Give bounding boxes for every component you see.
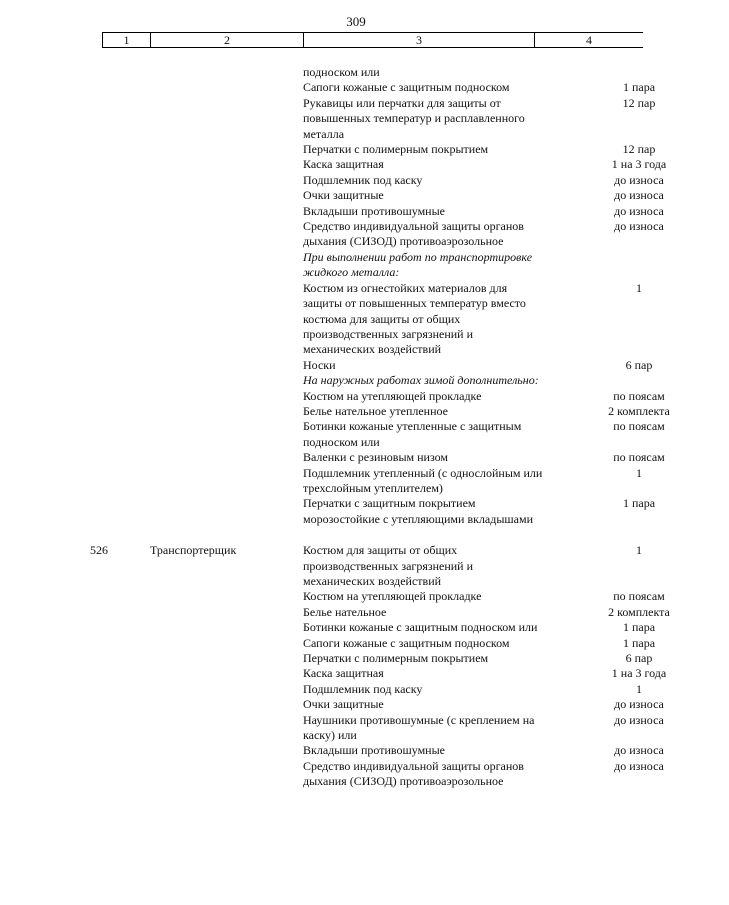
- ppe-item-name: Ботинки кожаные утепленные с защитным подноском или: [303, 419, 522, 449]
- ppe-item-name: Перчатки с полимерным покрытием: [303, 651, 489, 666]
- table-row: [0, 758, 664, 790]
- table-row: [0, 666, 667, 681]
- item-number: [0, 697, 112, 712]
- ppe-item-name: Костюм из огнестойких материалов для защиты от повышенных температур вместо костюма для защиты от общих производственных загрязнений и механических воздействий: [303, 280, 526, 357]
- profession-name: [112, 589, 303, 604]
- table-row: [0, 142, 656, 157]
- issue-norm: 1: [636, 465, 642, 480]
- ppe-item-name: Очки защитные: [303, 188, 384, 203]
- table-row: [0, 620, 656, 635]
- issue-norm: [543, 250, 729, 281]
- profession-name: [112, 219, 303, 250]
- ppe-item-name: Наушники противошумные (с креплением на каску) или: [303, 712, 535, 743]
- ppe-table-body: [0, 65, 670, 790]
- item-number: [0, 204, 112, 219]
- section-subheading: При выполнении работ по транспортировке жидкого металла:: [303, 249, 533, 280]
- table-row: [0, 203, 664, 219]
- ppe-item-name: Вкладыши противошумные: [303, 203, 445, 218]
- profession-name: [112, 96, 303, 142]
- ppe-item-name: Очки защитные: [303, 697, 384, 712]
- issue-norm: по поясам: [613, 450, 665, 465]
- issue-norm: 1 пара: [622, 80, 656, 95]
- ppe-item-name: Средство индивидуальной защиты органов дыхания (СИЗОД) противоаэрозольное: [303, 219, 524, 249]
- column-header-row: [102, 32, 643, 48]
- profession-name: [112, 496, 303, 527]
- profession-name: [112, 373, 303, 388]
- table-row: [0, 450, 665, 465]
- table-row: [0, 157, 667, 172]
- column-header-1: 1: [103, 33, 151, 47]
- table-row: [0, 281, 640, 358]
- item-number: [0, 389, 112, 404]
- table-row: [0, 604, 670, 620]
- ppe-item-name: Белье нательное утепленное: [303, 403, 448, 418]
- table-row: [0, 635, 656, 651]
- ppe-item-name: Костюм на утепляющей прокладке: [303, 388, 482, 403]
- issue-norm: до износа: [614, 172, 664, 187]
- ppe-item-name: Костюм для защиты от общих производственных загрязнений и механических воздействий: [303, 543, 474, 588]
- ppe-item-name: подноском или: [303, 65, 380, 79]
- page-number: 309: [346, 14, 366, 29]
- issue-norm: 1 пара: [622, 635, 656, 650]
- item-number: [0, 80, 112, 95]
- ppe-item-name: Сапоги кожаные с защитным подноском: [303, 635, 510, 650]
- profession-name: [112, 651, 303, 666]
- ppe-item-name: Подшлемник утепленный (с однослойным или трехслойным утеплителем): [303, 465, 543, 495]
- ppe-item-name: Белье нательное: [303, 604, 387, 619]
- issue-norm: до износа: [614, 188, 664, 203]
- table-row: [0, 697, 664, 712]
- ppe-item-name: Костюм на утепляющей прокладке: [303, 589, 482, 604]
- issue-norm: 6 пар: [625, 651, 653, 666]
- item-number: [0, 404, 112, 419]
- profession-name: [112, 204, 303, 219]
- profession-name: [112, 65, 303, 80]
- issue-norm: 12 пар: [622, 142, 656, 157]
- table-row: [0, 219, 664, 250]
- table-row: [0, 496, 656, 527]
- ppe-item-name: Каска защитная: [303, 157, 384, 172]
- issue-norm: 1: [636, 543, 642, 558]
- profession-name: [112, 759, 303, 790]
- profession-name: [112, 466, 303, 497]
- section-subheading: На наружных работах зимой дополнительно:: [303, 373, 539, 388]
- item-number: [0, 373, 112, 388]
- table-row: [0, 712, 664, 744]
- column-header-2: 2: [151, 33, 304, 47]
- column-header-3: 3: [304, 33, 535, 47]
- issue-norm: 2 комплекта: [608, 403, 670, 418]
- table-row: [0, 95, 656, 142]
- item-number: [0, 682, 112, 697]
- issue-norm: по поясам: [613, 388, 665, 403]
- item-number: [0, 466, 112, 497]
- item-number: [0, 713, 112, 744]
- item-number: [0, 281, 112, 358]
- issue-norm: 12 пар: [622, 95, 656, 110]
- item-number: [0, 65, 112, 80]
- ppe-item-name: Каска защитная: [303, 666, 384, 681]
- item-number: [0, 589, 112, 604]
- profession-name: [112, 358, 303, 373]
- profession-name: [112, 666, 303, 681]
- profession-name: [112, 743, 303, 758]
- item-number: [0, 358, 112, 373]
- table-row: [0, 651, 653, 666]
- profession-name: Транспортерщик: [150, 543, 237, 558]
- profession-name: [112, 389, 303, 404]
- item-number: [0, 250, 112, 281]
- ppe-item-name: Перчатки с полимерным покрытием: [303, 142, 489, 157]
- profession-name: [112, 250, 303, 281]
- item-number: [0, 743, 112, 758]
- item-number: [0, 666, 112, 681]
- ppe-item-name: Рукавицы или перчатки для защиты от повышенных температур и расплавленного металла: [303, 95, 525, 141]
- profession-name: [112, 620, 303, 635]
- issue-norm: до износа: [614, 743, 664, 758]
- issue-norm: до износа: [614, 712, 664, 727]
- ppe-item-name: Перчатки с защитным покрытием морозостойкие с утепляющими вкладышами: [303, 496, 534, 526]
- issue-norm: [543, 65, 729, 80]
- issue-norm: 1: [636, 280, 642, 295]
- item-number: [0, 96, 112, 142]
- item-number: [0, 605, 112, 620]
- table-row: [0, 65, 640, 80]
- item-number: [0, 173, 112, 188]
- issue-norm: 1 на 3 года: [611, 666, 667, 681]
- issue-norm: 1 пара: [622, 620, 656, 635]
- item-number: [0, 219, 112, 250]
- item-number: [0, 419, 112, 450]
- table-row: [0, 388, 665, 404]
- profession-name: [112, 713, 303, 744]
- profession-name: [112, 636, 303, 651]
- profession-name: [112, 682, 303, 697]
- column-header-4: 4: [586, 33, 592, 47]
- issue-norm: до износа: [614, 758, 664, 773]
- table-row: [0, 419, 665, 450]
- item-number: [0, 142, 112, 157]
- profession-name: [112, 419, 303, 450]
- ppe-item-name: Сапоги кожаные с защитным подноском: [303, 80, 510, 95]
- item-number: [0, 450, 112, 465]
- table-row: [0, 357, 653, 373]
- item-number: [0, 651, 112, 666]
- table-row: [0, 466, 640, 497]
- issue-norm: до износа: [614, 219, 664, 234]
- profession-name: [112, 697, 303, 712]
- issue-norm: 6 пар: [625, 357, 653, 372]
- issue-norm: по поясам: [613, 589, 665, 604]
- table-row: [0, 589, 665, 604]
- issue-norm: до износа: [614, 203, 664, 218]
- profession-name: [112, 80, 303, 95]
- item-number: 526: [90, 543, 108, 558]
- ppe-item-name: Носки: [303, 357, 336, 372]
- profession-name: [112, 281, 303, 358]
- profession-name: [112, 188, 303, 203]
- issue-norm: по поясам: [613, 419, 665, 434]
- ppe-item-name: Ботинки кожаные с защитным подноском или: [303, 620, 538, 635]
- item-number: [0, 636, 112, 651]
- issue-norm: 1: [636, 681, 642, 696]
- ppe-item-name: Средство индивидуальной защиты органов дыхания (СИЗОД) противоаэрозольное: [303, 758, 524, 789]
- table-row: [0, 373, 640, 388]
- table-row: [0, 80, 656, 95]
- issue-norm: 1 пара: [622, 496, 656, 511]
- item-number: [0, 157, 112, 172]
- table-row: [0, 403, 670, 419]
- issue-norm: 2 комплекта: [608, 604, 670, 619]
- issue-norm: [543, 373, 729, 388]
- profession-name: [112, 142, 303, 157]
- item-number: [0, 620, 112, 635]
- table-row: [0, 188, 664, 203]
- profession-name: [112, 157, 303, 172]
- table-row: [0, 543, 640, 589]
- ppe-item-name: Подшлемник под каску: [303, 681, 423, 696]
- profession-name: [112, 605, 303, 620]
- ppe-item-name: Валенки с резиновым низом: [303, 450, 449, 465]
- profession-name: [112, 404, 303, 419]
- item-number: [0, 759, 112, 790]
- item-number: [0, 188, 112, 203]
- ppe-item-name: Вкладыши противошумные: [303, 743, 445, 758]
- issue-norm: 1 на 3 года: [611, 157, 667, 172]
- profession-name: [112, 173, 303, 188]
- profession-name: [112, 450, 303, 465]
- table-row: [0, 250, 640, 281]
- ppe-item-name: Подшлемник под каску: [303, 172, 423, 187]
- table-row: [0, 172, 664, 188]
- table-row: [0, 682, 640, 697]
- issue-norm: до износа: [614, 697, 664, 712]
- item-number: [0, 496, 112, 527]
- table-row: [0, 743, 664, 758]
